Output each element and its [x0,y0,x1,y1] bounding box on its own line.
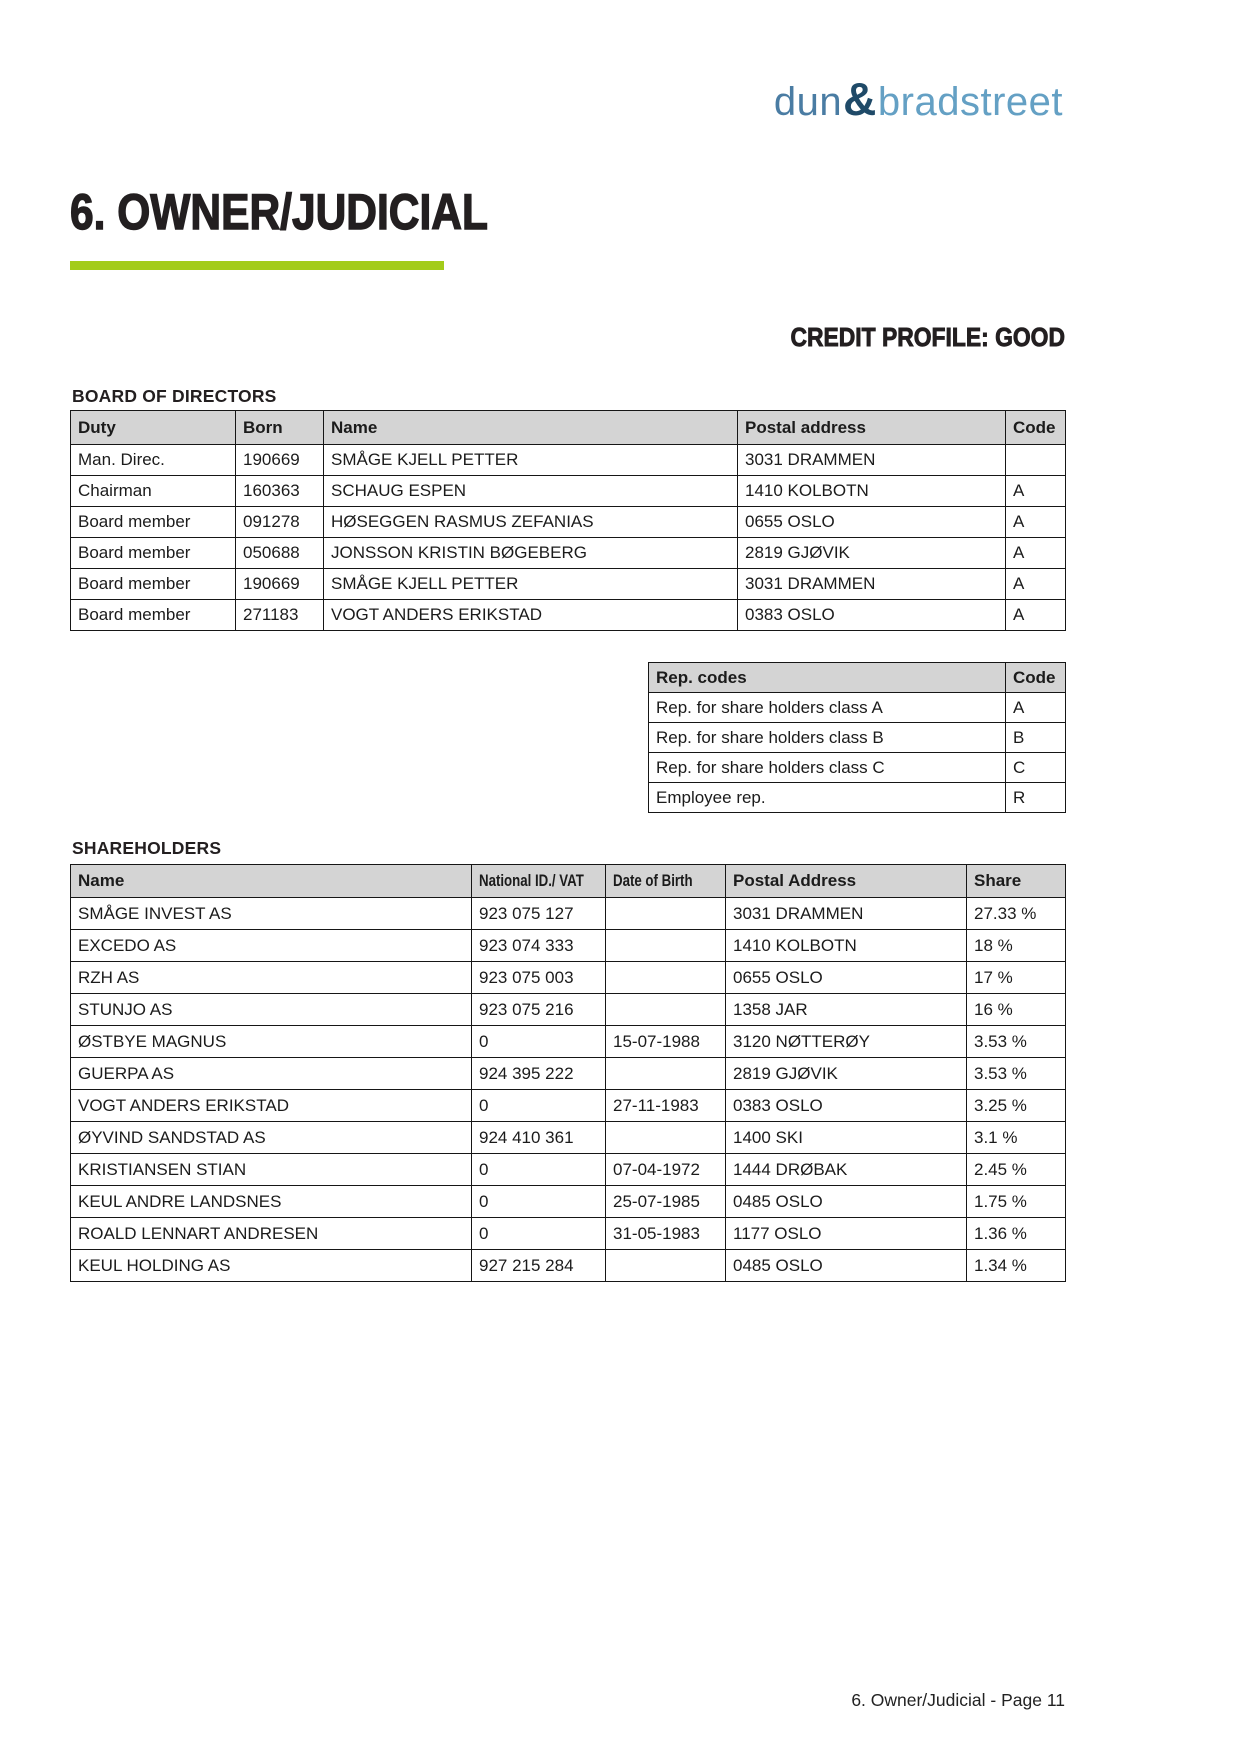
table-cell: A [1006,600,1066,631]
shareholders-label: SHAREHOLDERS [72,838,222,858]
table-cell: KRISTIANSEN STIAN [71,1154,472,1186]
table-cell [606,994,726,1026]
table-cell: 923 075 216 [472,994,606,1026]
table-cell: STUNJO AS [71,994,472,1026]
table-cell [606,1250,726,1282]
table-row [71,1250,1066,1282]
table-cell: 923 075 127 [472,898,606,930]
table-cell: EXCEDO AS [71,930,472,962]
table-cell: 25-07-1985 [606,1186,726,1218]
table-cell: 3031 DRAMMEN [738,569,1006,600]
table-cell: 2819 GJØVIK [726,1058,967,1090]
table-cell: 27-11-1983 [606,1090,726,1122]
table-cell: 0655 OSLO [738,507,1006,538]
table-cell: 3.25 % [967,1090,1066,1122]
board-of-directors-table [70,410,1066,631]
table-cell: 2.45 % [967,1154,1066,1186]
column-header-postal-address: Postal Address [726,865,967,898]
credit-profile-heading: CREDIT PROFILE: GOOD [790,322,1065,352]
table-cell: 190669 [236,569,324,600]
table-cell: 1.36 % [967,1218,1066,1250]
rep-codes-table [648,662,1066,813]
table-cell: 15-07-1988 [606,1026,726,1058]
table-cell: 1410 KOLBOTN [738,476,1006,507]
page-footer: 6. Owner/Judicial - Page 11 [851,1690,1065,1710]
table-row [71,898,1066,930]
table-cell: A [1006,569,1066,600]
table-cell: 0 [472,1186,606,1218]
column-header-national-id-vat [472,865,606,898]
table-cell: 0 [472,1218,606,1250]
table-cell: 927 215 284 [472,1250,606,1282]
column-header-postal-address: Postal address [738,411,1006,445]
logo-text-bradstreet: bradstreet [877,80,1063,124]
table-cell: 1410 KOLBOTN [726,930,967,962]
table-cell: 1177 OSLO [726,1218,967,1250]
table-cell: 3.53 % [967,1026,1066,1058]
table-cell: 924 410 361 [472,1122,606,1154]
column-header-name: Name [324,411,738,445]
column-header-share: Share [967,865,1066,898]
table-cell: 1444 DRØBAK [726,1154,967,1186]
table-cell: 3.53 % [967,1058,1066,1090]
table-cell: KEUL ANDRE LANDSNES [71,1186,472,1218]
table-cell: 1.75 % [967,1186,1066,1218]
table-row [71,476,1066,507]
table-row [71,1122,1066,1154]
table-row [649,723,1066,753]
table-cell: Board member [71,569,236,600]
table-cell: GUERPA AS [71,1058,472,1090]
table-cell: SCHAUG ESPEN [324,476,738,507]
table-cell: 160363 [236,476,324,507]
table-cell: VOGT ANDERS ERIKSTAD [324,600,738,631]
table-cell: B [1006,723,1066,753]
table-cell [606,898,726,930]
table-cell: KEUL HOLDING AS [71,1250,472,1282]
table-header-row [71,411,1066,445]
page-title: 6. OWNER/JUDICIAL [70,184,488,240]
table-cell: 0485 OSLO [726,1186,967,1218]
table-cell [606,1058,726,1090]
table-cell: 3120 NØTTERØY [726,1026,967,1058]
table-cell [606,930,726,962]
table-cell: ØYVIND SANDSTAD AS [71,1122,472,1154]
table-cell: Board member [71,507,236,538]
table-cell: R [1006,783,1066,813]
table-cell: 923 074 333 [472,930,606,962]
shareholders-table [70,864,1066,1282]
column-header-date-of-birth-label: Date of Birth [613,871,693,890]
table-row [71,930,1066,962]
table-cell: SMÅGE KJELL PETTER [324,445,738,476]
table-cell: 31-05-1983 [606,1218,726,1250]
table-cell: ROALD LENNART ANDRESEN [71,1218,472,1250]
table-cell [606,962,726,994]
table-cell: Rep. for share holders class A [649,693,1006,723]
table-cell: Employee rep. [649,783,1006,813]
table-row [71,600,1066,631]
table-row [649,783,1066,813]
table-cell: 0 [472,1090,606,1122]
table-cell: 2819 GJØVIK [738,538,1006,569]
table-cell: Rep. for share holders class B [649,723,1006,753]
table-cell: JONSSON KRISTIN BØGEBERG [324,538,738,569]
table-cell: 0485 OSLO [726,1250,967,1282]
table-cell: C [1006,753,1066,783]
table-row [649,693,1066,723]
table-cell: 0655 OSLO [726,962,967,994]
table-cell: 924 395 222 [472,1058,606,1090]
column-header-national-id-vat-label: National ID./ VAT [479,871,584,890]
table-row [71,538,1066,569]
table-cell: A [1006,476,1066,507]
table-row [649,753,1066,783]
table-cell: A [1006,693,1066,723]
table-cell: 16 % [967,994,1066,1026]
table-cell: 0 [472,1154,606,1186]
table-header-row [71,865,1066,898]
board-of-directors-label: BOARD OF DIRECTORS [72,386,277,406]
table-cell: 1.34 % [967,1250,1066,1282]
title-underline-bar [70,261,444,270]
table-cell: A [1006,507,1066,538]
table-cell: 1358 JAR [726,994,967,1026]
dnb-logo [774,72,1063,126]
column-header-code: Code [1006,663,1066,693]
table-cell: 923 075 003 [472,962,606,994]
table-cell: 050688 [236,538,324,569]
table-cell: RZH AS [71,962,472,994]
table-cell: 271183 [236,600,324,631]
table-row [71,1154,1066,1186]
table-cell: SMÅGE INVEST AS [71,898,472,930]
table-cell: 3031 DRAMMEN [726,898,967,930]
table-row [71,569,1066,600]
table-cell: Board member [71,600,236,631]
table-cell: Man. Direc. [71,445,236,476]
column-header-code: Code [1006,411,1066,445]
table-row [71,507,1066,538]
table-header-row [649,663,1066,693]
table-cell: ØSTBYE MAGNUS [71,1026,472,1058]
table-cell: Chairman [71,476,236,507]
table-cell: 0383 OSLO [726,1090,967,1122]
table-row [71,994,1066,1026]
table-cell: 0383 OSLO [738,600,1006,631]
table-cell: 3031 DRAMMEN [738,445,1006,476]
table-cell: 0 [472,1026,606,1058]
table-row [71,1058,1066,1090]
table-cell: 17 % [967,962,1066,994]
column-header-date-of-birth [606,865,726,898]
table-row [71,1218,1066,1250]
table-row [71,445,1066,476]
logo-ampersand-icon: & [843,73,877,125]
table-cell: 091278 [236,507,324,538]
table-cell: VOGT ANDERS ERIKSTAD [71,1090,472,1122]
table-cell: 18 % [967,930,1066,962]
table-cell: SMÅGE KJELL PETTER [324,569,738,600]
table-row [71,1186,1066,1218]
table-cell: 190669 [236,445,324,476]
table-cell: Rep. for share holders class C [649,753,1006,783]
table-cell: A [1006,538,1066,569]
column-header-born: Born [236,411,324,445]
column-header-duty: Duty [71,411,236,445]
logo-text-dun: dun [773,80,843,124]
table-row [71,962,1066,994]
table-cell: 07-04-1972 [606,1154,726,1186]
table-cell: 27.33 % [967,898,1066,930]
table-cell: 1400 SKI [726,1122,967,1154]
table-cell: 3.1 % [967,1122,1066,1154]
table-row [71,1090,1066,1122]
table-cell: Board member [71,538,236,569]
table-cell [1006,445,1066,476]
table-row [71,1026,1066,1058]
table-cell [606,1122,726,1154]
column-header-name: Name [71,865,472,898]
table-cell: HØSEGGEN RASMUS ZEFANIAS [324,507,738,538]
column-header-rep-codes: Rep. codes [649,663,1006,693]
